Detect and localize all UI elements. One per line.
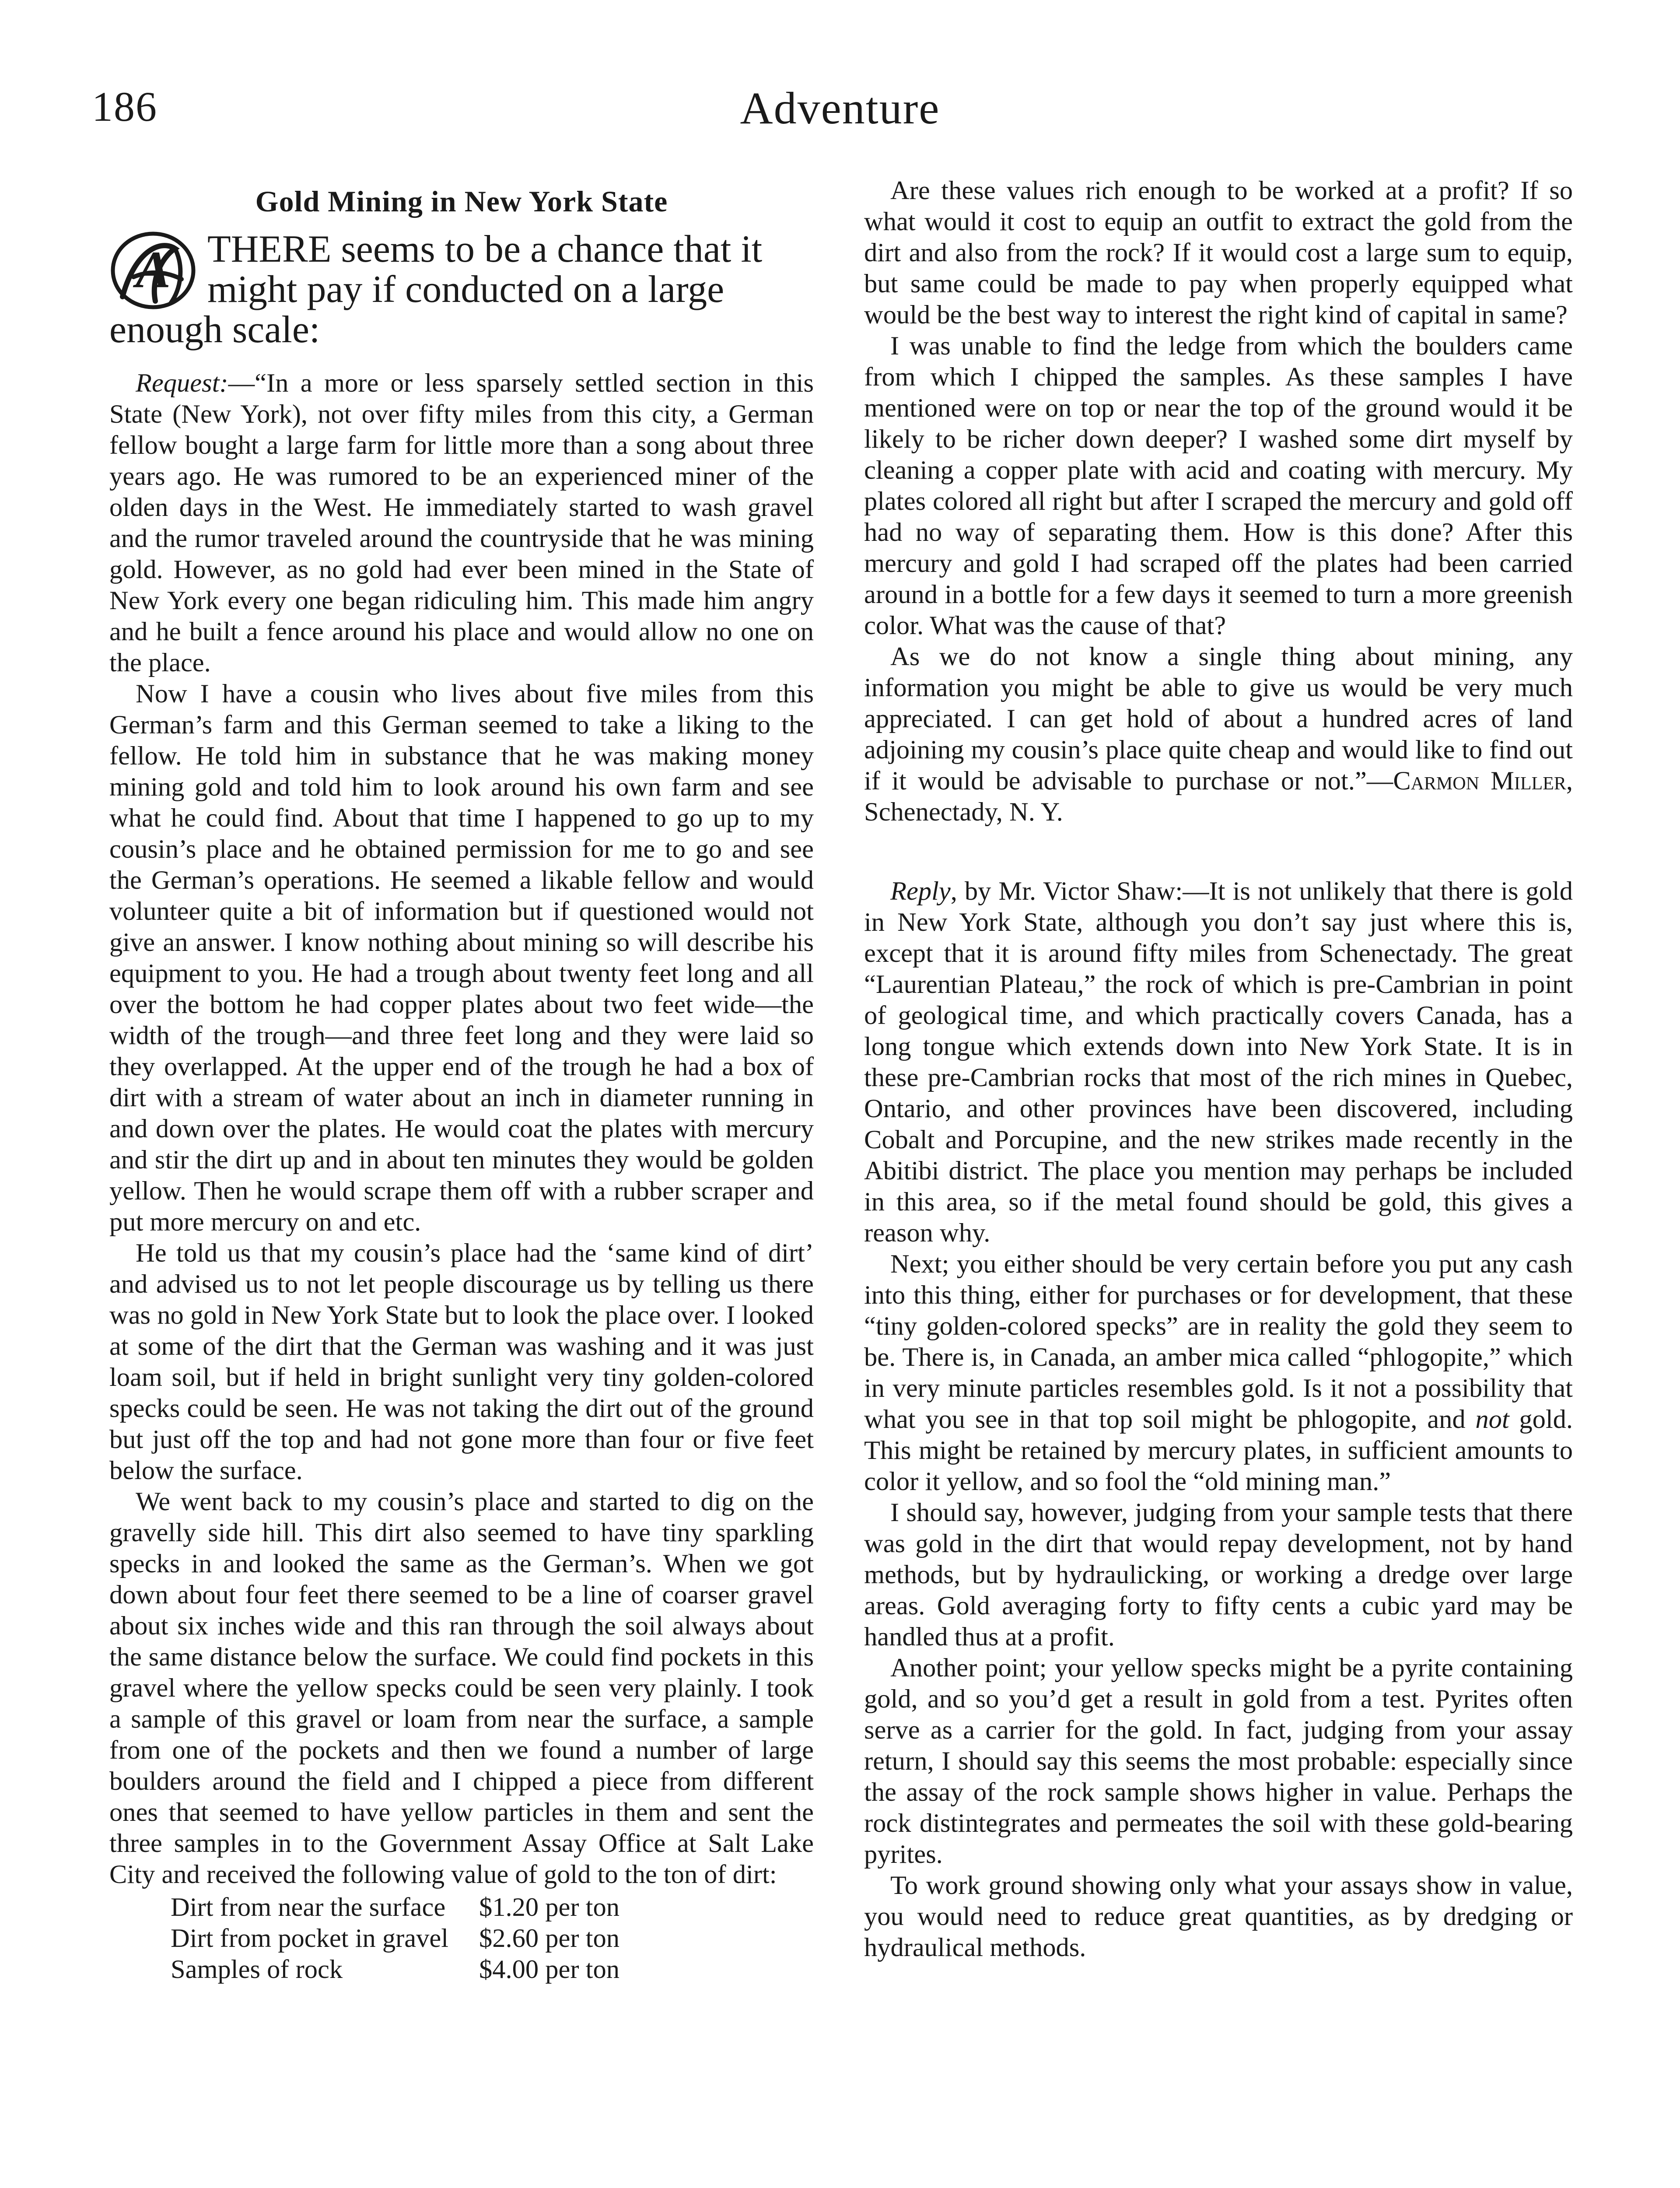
reply-paragraph: I should say, however, judging from your sample tests that there was gold in the dirt that would repay development, not by hand methods, but by hydraulicking, or working a dredge over large areas. Gold averaging forty to fifty cents a cubic yard may be handled thus at a profit.	[864, 1498, 1573, 1652]
request-paragraph: He told us that my cousin’s place had the ‘same kind of dirt’ and advised us to not let people discourage us by telling us there was no gold in New York State but to look the place over. I looked at some of the dirt that the German was washing and it was just loam soil, but if held in bright sunlight very tiny golden-colored specks could be seen. He was not taking the dirt out of the ground but just off the top and had not gone more than four or five feet below the surface.	[109, 1238, 814, 1485]
request-label: Request:	[136, 368, 228, 398]
reply-paragraph: Another point; your yellow specks might be a pyrite containing gold, and so you’d get a result in gold from a test. Pyrites often serve as a carrier for the gold. In fact, judging from your assay return, I should say this seems the most probable: especially since the assay of the rock sample shows higher in value. Perhaps the rock distintegrates and permeates the soil with these gold-bearing pyrites.	[864, 1653, 1573, 1869]
page-number: 186	[92, 83, 158, 130]
assay-value: $4.00 per ton	[479, 1955, 620, 1984]
reply-paragraph: Next; you either should be very certain before you put any cash into this thing, either for purchases or for development, that these “tiny golden-colored specks” are in reality the gold they seem to be. There is, in Canada, an amber mica called “phlogopite,” which in very minute particles resembles gold. Is it not a possibility that what you see in that top soil might be phlogopite, and not gold. This might be retained by mercury plates, in sufficient amounts to color it yellow, and so fool the “old mining man.”	[864, 1249, 1573, 1496]
assay-table	[171, 1892, 620, 1985]
request-paragraph: Now I have a cousin who lives about five miles from this German’s farm and this German seemed to take a liking to the fellow. He told him in substance that he was making money mining gold and told him to look around his own farm and see what he could find. About that time I happened to go up to my cousin’s place and he obtained permission for me to go and see the German’s operations. He seemed a likable fellow and would volunteer quite a bit of information but if questioned would not give an answer. I know nothing about mining so will describe his equipment to you. He had a trough about twenty feet long and all over the bottom he had copper plates about two feet wide—the width of the trough—and three feet long and they were laid so they overlapped. At the upper end of the trough he had a box of dirt with a stream of water about an inch in diameter running in and down over the plates. He would coat the plates with mercury and stir the dirt up and in about ten minutes they would be golden yellow. Then he would scrape them off with a rubber scraper and put more mercury on and etc.	[109, 679, 814, 1237]
assay-sample: Dirt from pocket in gravel	[171, 1924, 449, 1953]
assay-row	[171, 1892, 620, 1923]
right-column	[864, 175, 1573, 1963]
assay-value: $1.20 per ton	[479, 1893, 620, 1922]
section-spacer	[864, 828, 1573, 876]
request-paragraph: I was unable to find the ledge from which the boulders came from which I chipped the samples. As these samples I have mentioned were on top or near the top of the ground would it be likely to be richer down deeper? I washed some dirt myself by cleaning a copper plate with acid and coating with mercury. My plates colored all right but after I scraped the mercury and gold off had no way of separating them. How is this done? After this mercury and gold I had scraped off the plates had been carried around in a bottle for a few days it seemed to turn a more greenish color. What was the cause of that?	[864, 331, 1573, 640]
reply-paragraph: To work ground showing only what your assays show in value, you would need to reduce great quantities, as by dredging or hydraulical methods.	[864, 1871, 1573, 1962]
dropcap-ornament	[109, 231, 197, 310]
signature-name: Carmon Miller	[1393, 766, 1566, 796]
request-paragraph: We went back to my cousin’s place and started to dig on the gravelly side hill. This dirt also seemed to have tiny sparkling specks in and looked the same as the German’s. When we got down about four feet there seemed to be a line of coarser gravel about six inches wide and this ran through the soil always about the same distance below the surface. We could find pockets in this gravel where the yellow specks could be seen very plainly. I took a sample of this gravel or loam from near the surface, a sample from one of the pockets and then we found a number of large boulders around the field and I chipped a piece from different ones that seemed to have yellow particles in them and sent the three samples in to the Government Assay Office at Salt Lake City and received the following value of gold to the ton of dirt:	[109, 1487, 814, 1889]
signature-place: , Schenectady, N. Y.	[864, 766, 1573, 827]
reply-paragraph: Reply, by Mr. Victor Shaw:—It is not unlikely that there is gold in New York State, although you don’t say just where this is, except that it is around fifty miles from Schenectady. The great “Laurentian Plateau,” the rock of which is pre-Cambrian in point of geological time, and which practically covers Canada, has a long tongue which extends down into New York State. It is in these pre-Cambrian rocks that most of the rich mines in Quebec, Ontario, and other provinces have been discovered, including Cobalt and Porcupine, and the new strikes made recently in the Abitibi district. The place you mention may perhaps be included in this area, so if the metal found should be gold, this gives a reason why.	[864, 877, 1573, 1248]
article-title: Gold Mining in New York State	[255, 185, 668, 218]
left-column	[109, 175, 814, 1985]
request-paragraph: As we do not know a single thing about mining, any information you might be able to give us would be very much appreciated. I can get hold of about a hundred acres of land adjoining my cousin’s place quite cheap and would like to find out if it would be advisable to purchase or not.”—Carmon Miller, Schenectady, N. Y.	[864, 642, 1573, 827]
emphasis-not: not	[1475, 1405, 1509, 1434]
request-paragraph: Are these values rich enough to be worked at a profit? If so what would it cost to equip an outfit to extract the gold from the dirt and also from the rock? If it would cost a large sum to equip, but same could be made to pay when properly equipped what would be the best way to interest the right kind of capital in same?	[864, 176, 1573, 330]
assay-row	[171, 1954, 620, 1985]
article-intro	[109, 229, 814, 350]
running-head: Adventure	[740, 83, 940, 133]
dropcap-letter: A	[135, 240, 171, 298]
reply-label: Reply	[890, 877, 951, 906]
request-paragraph: Request:—“In a more or less sparsely settled section in this State (New York), not over fifty miles from this city, a German fellow bought a large farm for little more than a song about three years ago. He was rumored to be an experienced miner of the olden days in the West. He immediately started to wash gravel and the rumor traveled around the countryside that he was mining gold. However, as no gold had ever been mined in the State of New York every one began ridiculing him. This made him angry and he built a fence around his place and would allow no one on the place.	[109, 368, 814, 677]
assay-sample: Samples of rock	[171, 1955, 343, 1984]
assay-value: $2.60 per ton	[479, 1924, 620, 1953]
assay-sample: Dirt from near the surface	[171, 1893, 446, 1922]
assay-row	[171, 1923, 620, 1954]
intro-text: THERE seems to be a chance that it might pay if conducted on a large enough scale:	[109, 228, 763, 351]
